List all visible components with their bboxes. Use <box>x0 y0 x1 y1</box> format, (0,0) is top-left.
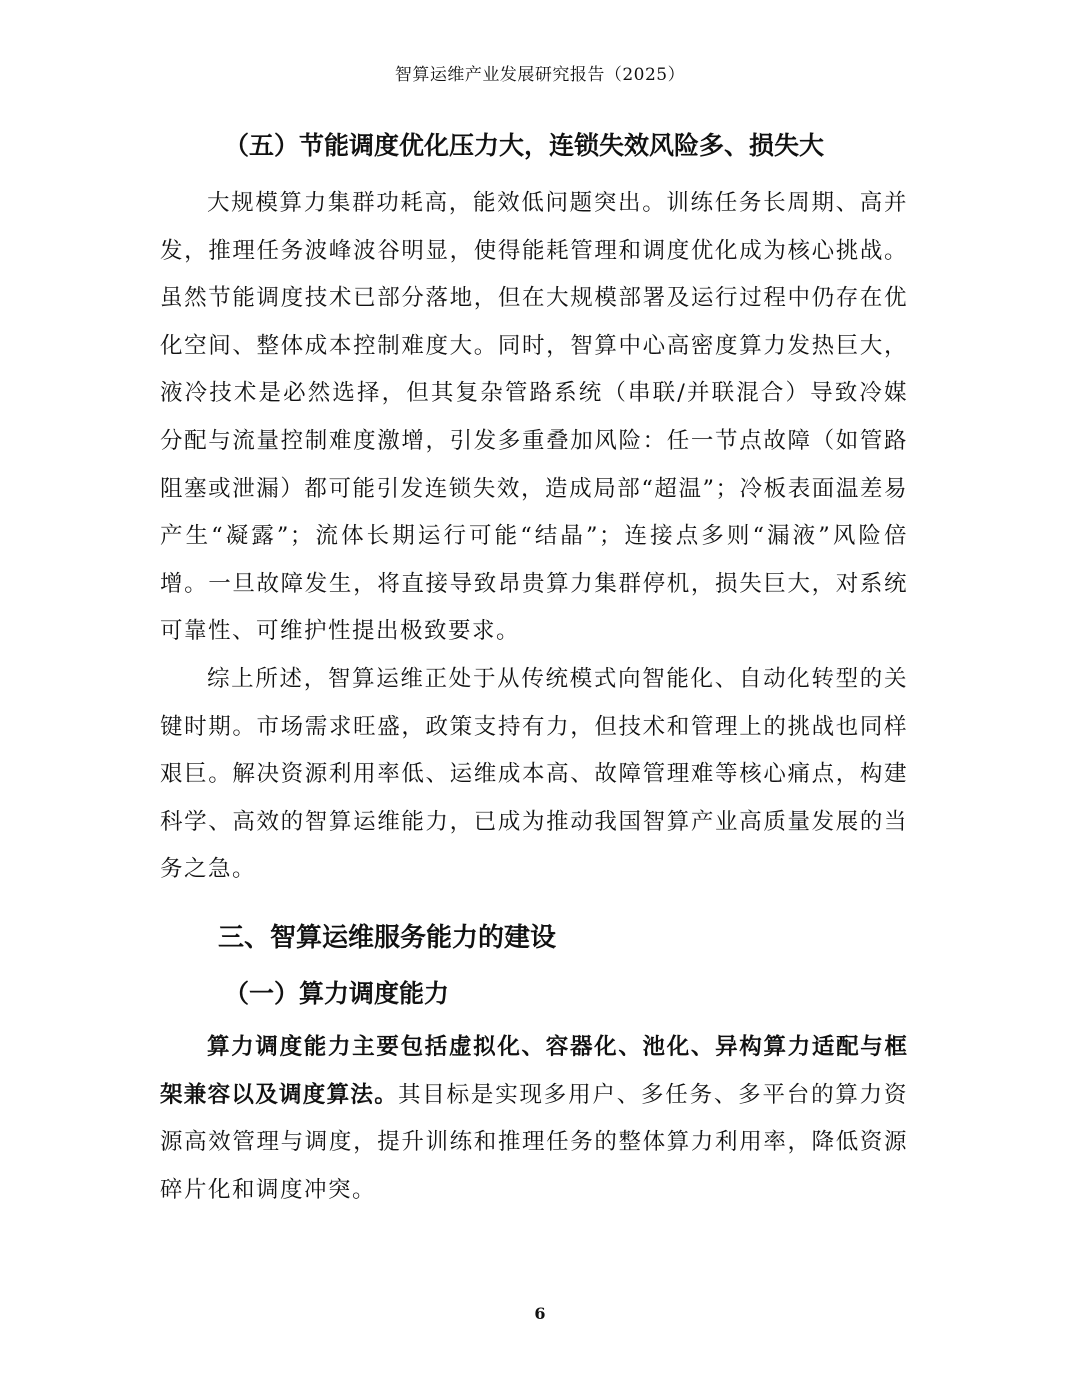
running-header: 智算运维产业发展研究报告（2025） <box>394 65 686 85</box>
section-heading-compute-scheduling: （一）算力调度能力 <box>224 978 450 1008</box>
page-body <box>160 124 908 1214</box>
paragraph-lead-bold: 算力调度能力主要包括虚拟化、容器化、池化、异构算力适配与框架兼容以及调度算法。 <box>160 1033 908 1108</box>
paragraph-energy-scheduling: 大规模算力集群功耗高，能效低问题突出。训练任务长周期、高并发，推理任务波峰波谷明显，使得能耗管理和调度优化成为核心挑战。虽然节能调度技术已部分落地，但在大规模部署及运行过程中仍存在优化空间、整体成本控制难度大。同时，智算中心高密度算力发热巨大，液冷技术是必然选择，但其复杂管路系统（串联/并联混合）导致冷媒分配与流量控制难度激增，引发多重叠加风险：任一节点故障（如管路阻塞或泄漏）都可能引发连锁失效，造成局部“超温”；冷板表面温差易产生“凝露”；流体长期运行可能“结晶”；连接点多则“漏液”风险倍增。一旦故障发生，将直接导致昂贵算力集群停机，损失巨大，对系统可靠性、可维护性提出极致要求。 <box>160 190 908 645</box>
page-number: 6 <box>534 1304 546 1323</box>
paragraph-compute-scheduling <box>160 1024 908 1214</box>
section-heading-energy-scheduling: （五）节能调度优化压力大，连锁失效风险多、损失大 <box>224 131 825 160</box>
chapter-heading-service-capability: 三、智算运维服务能力的建设 <box>218 922 557 953</box>
paragraph-body: 其目标是实现多用户、多任务、多平台的算力资源高效管理与调度，提升训练和推理任务的整体算力利用率，降低资源碎片化和调度冲突。 <box>160 1081 908 1203</box>
paragraph-summary: 综上所述，智算运维正处于从传统模式向智能化、自动化转型的关键时期。市场需求旺盛，政策支持有力，但技术和管理上的挑战也同样艰巨。解决资源利用率低、运维成本高、故障管理难等核心痛点，构建科学、高效的智算运维能力，已成为推动我国智算产业高质量发展的当务之急。 <box>160 665 908 883</box>
